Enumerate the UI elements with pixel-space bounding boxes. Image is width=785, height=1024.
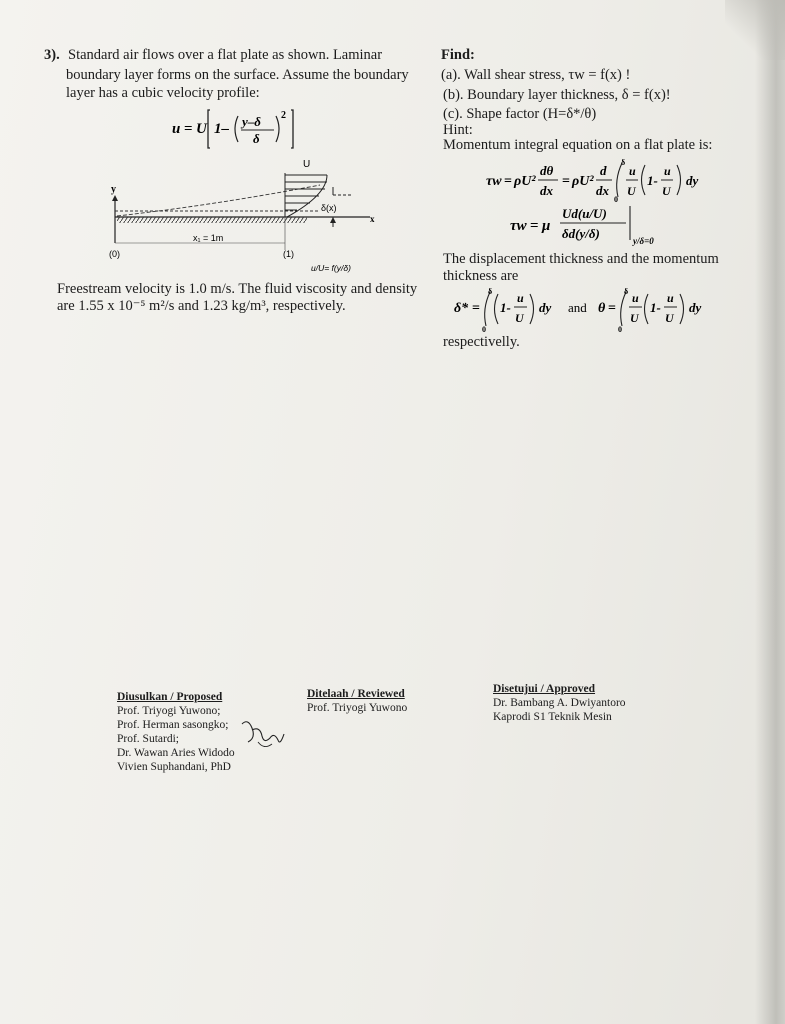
svg-text:τw: τw xyxy=(510,218,527,234)
svg-text:dθ: dθ xyxy=(540,163,554,178)
svg-text:1-: 1- xyxy=(500,300,511,315)
svg-text:=: = xyxy=(562,174,570,189)
plate-hatching xyxy=(117,217,307,223)
svg-text:μ: μ xyxy=(542,218,551,234)
svg-text:1-: 1- xyxy=(650,300,661,315)
approved-role: Kaprodi S1 Teknik Mesin xyxy=(493,711,612,723)
svg-text:δ: δ xyxy=(624,287,629,296)
momentum-integral-equation xyxy=(482,155,712,205)
svg-text:u: u xyxy=(632,291,639,305)
svg-text:θ: θ xyxy=(598,301,606,316)
svg-text:u: u xyxy=(667,291,674,305)
svg-text:U: U xyxy=(515,311,524,325)
reviewed-name: Prof. Triyogi Yuwono xyxy=(307,702,408,714)
svg-text:Ud(u/U): Ud(u/U) xyxy=(562,206,607,221)
svg-text:0: 0 xyxy=(614,195,618,204)
freestream-line-2: are 1.55 x 10⁻⁵ m²/s and 1.23 kg/m³, respectively. xyxy=(57,298,346,314)
page-corner-shadow xyxy=(725,0,785,60)
proposed-name-2: Prof. Herman sasongko; xyxy=(117,719,229,731)
proposed-name-4: Dr. Wawan Aries Widodo xyxy=(117,747,235,759)
fig-x-label: x xyxy=(370,214,375,224)
wall-shear-equation xyxy=(506,200,696,250)
svg-text:ρU²: ρU² xyxy=(514,174,536,189)
flat-plate-diagram xyxy=(105,155,395,275)
fig-delta-label: δ(x) xyxy=(321,203,337,213)
eq-u: u xyxy=(172,121,181,137)
fig-profile-label: u/U= f(y/δ) xyxy=(311,263,351,273)
proposed-name-3: Prof. Sutardi; xyxy=(117,733,179,745)
problem-number: 3). xyxy=(44,47,60,63)
svg-text:0: 0 xyxy=(618,325,622,334)
svg-text:=: = xyxy=(472,301,480,316)
fig-x1-label: x₁ = 1m xyxy=(193,233,224,243)
eq-denominator: δ xyxy=(253,131,260,146)
svg-text:u: u xyxy=(629,164,636,178)
proposed-name-5: Vivien Suphandani, PhD xyxy=(117,761,231,773)
find-a: (a). Wall shear stress, τw = f(x) ! xyxy=(441,67,631,83)
svg-text:=: = xyxy=(608,301,616,316)
find-b: (b). Boundary layer thickness, δ = f(x)! xyxy=(443,87,671,103)
proposed-title: Diusulkan / Proposed xyxy=(117,691,223,703)
svg-text:=: = xyxy=(504,174,512,189)
problem-line-1: Standard air flows over a flat plate as shown. Laminar xyxy=(68,47,383,63)
displacement-line-1: The displacement thickness and the momentum xyxy=(443,251,719,267)
reviewed-title: Ditelaah / Reviewed xyxy=(307,688,405,700)
find-c: (c). Shape factor (H=δ*/θ) xyxy=(443,106,597,122)
hint-text: Momentum integral equation on a flat plate is: xyxy=(443,137,713,153)
eq-one-minus: 1– xyxy=(214,121,229,137)
svg-text:δd(y/δ): δd(y/δ) xyxy=(562,226,600,241)
svg-text:dx: dx xyxy=(596,183,609,198)
y-axis-arrow xyxy=(112,195,118,201)
svg-text:u: u xyxy=(517,291,524,305)
svg-text:dy: dy xyxy=(689,300,702,315)
svg-text:ρU²: ρU² xyxy=(572,174,594,189)
eq-equals: = xyxy=(184,121,193,137)
fig-U-label: U xyxy=(303,159,311,170)
svg-text:U: U xyxy=(627,184,636,198)
svg-text:U: U xyxy=(630,311,639,325)
svg-text:1-: 1- xyxy=(647,173,658,188)
svg-text:y/δ=0: y/δ=0 xyxy=(633,236,654,246)
eq-numerator: y–δ xyxy=(242,114,261,129)
fig-y-label: y xyxy=(111,184,116,195)
svg-text:δ: δ xyxy=(621,158,626,167)
fig-station-0: (0) xyxy=(109,249,120,259)
svg-text:u: u xyxy=(664,164,671,178)
svg-text:δ*: δ* xyxy=(454,301,469,316)
find-title: Find: xyxy=(441,47,475,63)
svg-text:dy: dy xyxy=(539,300,552,315)
svg-text:=: = xyxy=(530,218,539,234)
hint-label: Hint: xyxy=(443,122,473,138)
respectively-text: respectivelly. xyxy=(443,334,520,350)
approved-title: Disetujui / Approved xyxy=(493,683,596,695)
svg-text:dy: dy xyxy=(686,173,699,188)
freestream-line-1: Freestream velocity is 1.0 m/s. The fluid viscosity and density xyxy=(57,281,418,297)
eq-exponent: 2 xyxy=(281,110,286,121)
approved-name: Dr. Bambang A. Dwiyantoro xyxy=(493,697,626,709)
fig-station-1: (1) xyxy=(283,249,294,259)
svg-text:U: U xyxy=(665,311,674,325)
svg-text:U: U xyxy=(662,184,671,198)
thickness-integrals xyxy=(450,284,720,334)
proposed-name-1: Prof. Triyogi Yuwono; xyxy=(117,705,221,717)
svg-text:dx: dx xyxy=(540,183,553,198)
problem-line-3: layer has a cubic velocity profile: xyxy=(66,85,260,101)
displacement-line-2: thickness are xyxy=(443,268,519,284)
eq-U: U xyxy=(196,121,207,137)
handwritten-signature xyxy=(238,716,288,756)
svg-text:and: and xyxy=(568,300,587,315)
svg-text:d: d xyxy=(600,163,607,178)
svg-text:τw: τw xyxy=(486,174,502,189)
problem-line-2: boundary layer forms on the surface. Assume the boundary xyxy=(66,67,409,83)
svg-text:δ: δ xyxy=(488,287,493,296)
velocity-profile-equation xyxy=(168,104,318,154)
page-edge-shadow xyxy=(755,0,785,1024)
svg-text:0: 0 xyxy=(482,325,486,334)
